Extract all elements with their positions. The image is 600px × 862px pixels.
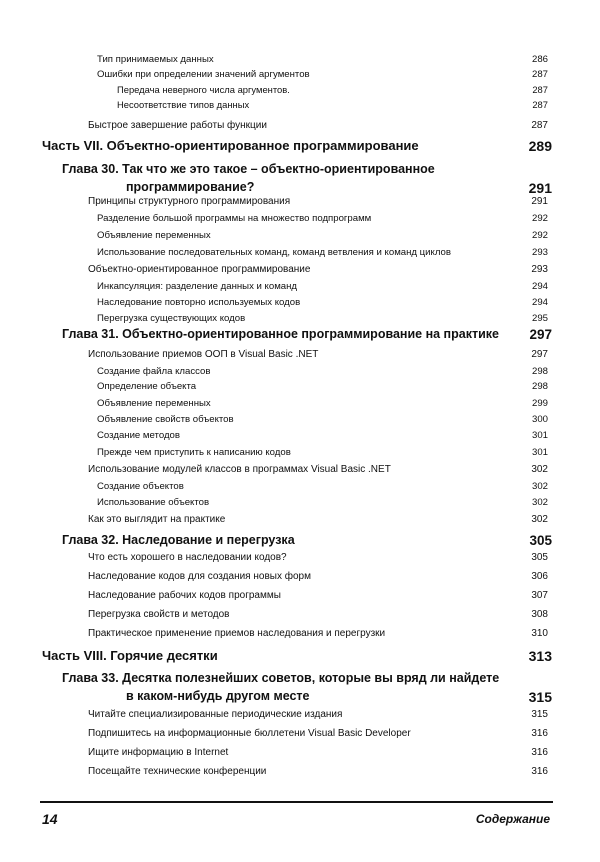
toc-entry-page: 298 <box>531 366 548 377</box>
toc-entry-title: Тип принимаемых данных <box>97 54 214 65</box>
toc-entry-title: Наследование рабочих кодов программы <box>88 590 281 601</box>
toc-entry-page: 302 <box>531 514 548 525</box>
toc-entry-page: 287 <box>531 69 548 80</box>
toc-entry-title: Перегрузка свойств и методов <box>88 609 230 620</box>
footer-page-number: 14 <box>42 811 58 827</box>
toc-entry-title: Прежде чем приступить к написанию кодов <box>97 447 291 458</box>
toc-entry-title: Использование последовательных команд, команд ветвления и команд циклов <box>97 247 451 258</box>
toc-entry-page: 307 <box>531 590 548 601</box>
toc-entry-page: 300 <box>531 414 548 425</box>
toc-entry-page: 315 <box>528 689 552 705</box>
toc-entry-title: Читайте специализированные периодические издания <box>88 709 343 720</box>
toc-entry-page: 291 <box>531 196 548 207</box>
toc-entry-page: 310 <box>531 628 548 639</box>
toc-entry-page: 302 <box>531 481 548 492</box>
toc-entry-title: Глава 32. Наследование и перегрузка <box>62 533 295 547</box>
toc-entry-title: Несоответствие типов данных <box>117 99 250 110</box>
toc-entry-page: 293 <box>531 247 548 258</box>
toc-entry-page: 305 <box>531 552 548 563</box>
toc-entry-page: 287 <box>532 99 548 110</box>
toc-entry-title: Создание объектов <box>97 481 184 492</box>
toc-entry-page: 298 <box>531 381 548 392</box>
toc-entry-title: Часть VIII. Горячие десятки <box>42 648 218 663</box>
toc-entry-page: 316 <box>531 728 548 739</box>
toc-entry-page: 305 <box>529 533 552 548</box>
toc-entry-page: 295 <box>531 313 548 324</box>
toc-entry-title: в каком-нибудь другом месте <box>126 689 310 703</box>
toc-entry-page: 301 <box>531 430 548 441</box>
toc-entry-page: 316 <box>531 766 548 777</box>
toc-entry-title: Глава 30. Так что же это такое – объектно-ориентированное <box>62 162 435 176</box>
toc-entry-title: Перегрузка существующих кодов <box>97 313 246 324</box>
toc-entry-page: 302 <box>531 497 548 508</box>
toc-entry-title: Разделение большой программы на множество подпрограмм <box>97 213 372 224</box>
toc-entry-page: 315 <box>531 709 548 720</box>
toc-entry-page: 313 <box>528 648 552 664</box>
toc-entry-title: Определение объекта <box>97 381 197 392</box>
toc-entry-page: 297 <box>531 349 548 360</box>
toc-entry-page: 287 <box>532 84 548 95</box>
toc-entry-page: 316 <box>531 747 548 758</box>
toc-entry-page: 294 <box>531 281 548 292</box>
toc-entry-title: Как это выглядит на практике <box>88 514 226 525</box>
toc-entry-title: Объявление свойств объектов <box>97 414 234 425</box>
toc-entry-page: 292 <box>531 230 548 241</box>
toc-entry-page: 286 <box>531 54 548 65</box>
toc-entry-page: 299 <box>531 398 548 409</box>
toc-entry-title: Передача неверного числа аргументов. <box>117 84 290 95</box>
toc-entry-title: Подпишитесь на информационные бюллетени Visual Basic Developer <box>88 728 411 739</box>
toc-entry-page: 289 <box>528 138 552 154</box>
toc-entry-title: Использование модулей классов в программах Visual Basic .NET <box>88 464 391 475</box>
toc-entry-title: Объявление переменных <box>97 398 211 409</box>
toc-entry-page: 301 <box>531 447 548 458</box>
toc-entry-page: 302 <box>531 464 548 475</box>
toc-entry-title: Принципы структурного программирования <box>88 196 291 207</box>
toc-entry-title: Объектно-ориентированное программирование <box>88 264 311 275</box>
toc-entry-page: 308 <box>531 609 548 620</box>
toc-entry-page: 306 <box>531 571 548 582</box>
toc-entry-title: Часть VII. Объектно-ориентированное программирование <box>42 138 419 153</box>
footer-section-title: Содержание <box>475 812 550 826</box>
footer-rule <box>40 801 553 803</box>
toc-entry-title: Посещайте технические конференции <box>88 766 267 777</box>
toc-entry-title: Создание методов <box>97 430 180 441</box>
toc-entry-title: Быстрое завершение работы функции <box>88 120 267 131</box>
toc-entry-title: Ошибки при определении значений аргументов <box>97 69 310 80</box>
toc-entry-title: Создание файла классов <box>97 366 211 377</box>
toc-entry-title: Объявление переменных <box>97 230 211 241</box>
toc-entry-title: Использование приемов ООП в Visual Basic .NET <box>88 349 319 360</box>
toc-entry-title: Практическое применение приемов наследования и перегрузки <box>88 628 386 639</box>
toc-entry-page: 293 <box>531 264 548 275</box>
toc-entry-title: Использование объектов <box>97 497 210 508</box>
toc-entry-title: Наследование повторно используемых кодов <box>97 297 301 308</box>
toc-entry-page: 294 <box>531 297 548 308</box>
toc-entry-page: 291 <box>528 180 552 196</box>
toc-entry-title: Наследование кодов для создания новых форм <box>88 571 311 582</box>
toc-entry-title: Глава 31. Объектно-ориентированное программирование на практике <box>62 327 499 341</box>
toc-entry-title: Ищите информацию в Internet <box>88 747 229 758</box>
toc-entry-page: 292 <box>531 213 548 224</box>
toc-entry-page: 297 <box>529 327 552 342</box>
toc-entry-page: 287 <box>531 120 548 131</box>
toc-entry-title: Что есть хорошего в наследовании кодов? <box>88 552 287 563</box>
toc-entry-title: Глава 33. Десятка полезнейших советов, которые вы вряд ли найдете <box>62 671 500 685</box>
toc-entry-title: Инкапсуляция: разделение данных и команд <box>97 281 298 292</box>
toc-entry-title: программирование? <box>126 180 255 194</box>
